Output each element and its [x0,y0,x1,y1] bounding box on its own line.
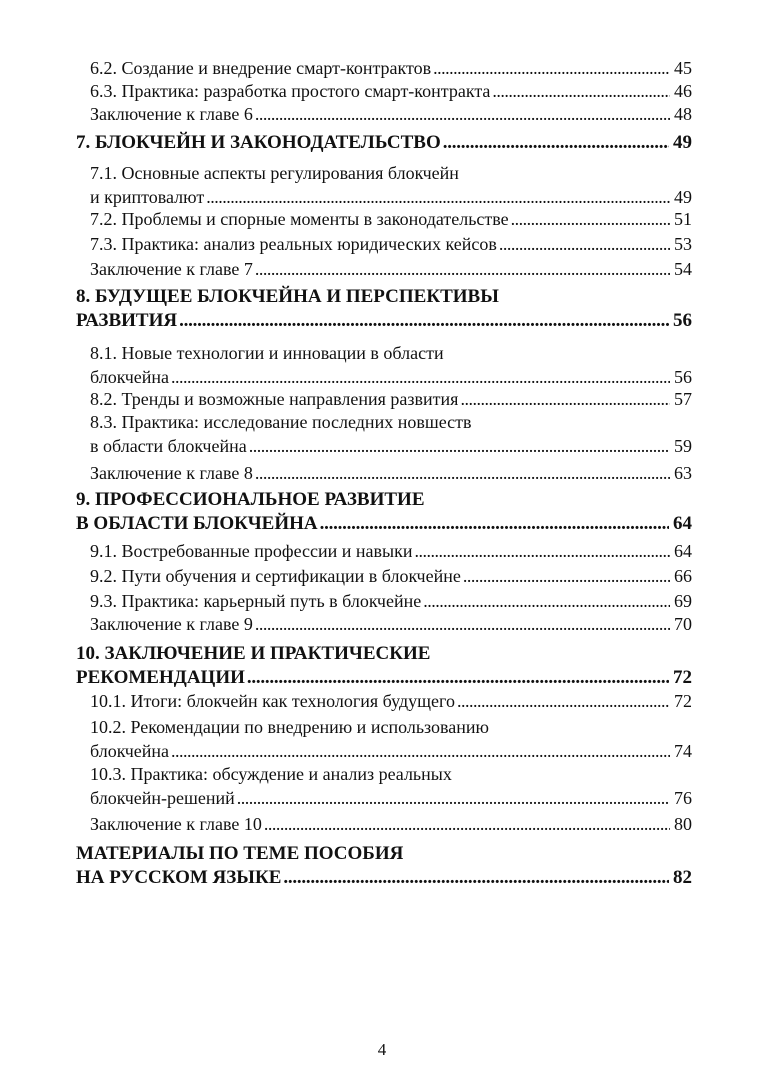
toc-entry-title: блокчейн-решений [90,788,235,808]
toc-entry-line [90,56,692,80]
toc-page-number: 45 [674,58,692,78]
dot-leader [245,666,669,690]
toc-entry-title: 7.3. Практика: анализ реальных юридических кейсов [90,234,497,254]
toc-page-number: 80 [674,814,692,834]
dot-leader [455,689,670,713]
toc-page-number: 59 [674,436,692,456]
toc-page-number: 82 [673,867,692,888]
toc-entry-line [90,812,692,836]
dot-leader [253,257,670,281]
dot-leader [262,812,670,836]
toc-entry-title-line: 8. БУДУЩЕЕ БЛОКЧЕЙНА И ПЕРСПЕКТИВЫ [76,286,499,307]
toc-entry [90,79,692,103]
toc-entry-title-line: 10.2. Рекомендации по внедрению и использованию [90,717,489,737]
toc-entry-title-line: 9. ПРОФЕССИОНАЛЬНОЕ РАЗВИТИЕ [76,489,425,510]
dot-leader [318,512,669,536]
toc-entry-title: РЕКОМЕНДАЦИИ [76,667,245,688]
toc-entry [90,410,692,458]
toc-entry-title: блокчейна [90,741,170,761]
dot-leader [235,786,670,810]
toc-entry-line [90,786,692,810]
toc-entry-line [90,365,692,389]
toc-entry [90,589,692,613]
dot-leader [458,387,670,411]
toc-entry [90,689,692,713]
toc-entry-title: 9.3. Практика: карьерный путь в блокчейне [90,591,422,611]
toc-entry-line [76,512,692,536]
toc-page-number: 69 [674,591,692,611]
toc-entry-title: 9.1. Востребованные профессии и навыки [90,541,413,561]
dot-leader [169,739,670,763]
toc-page-number: 54 [674,259,692,279]
toc-entry-title: Заключение к главе 10 [90,814,262,834]
toc-entry-line [90,185,692,209]
toc-entry-line [76,666,692,690]
toc-page-number: 56 [674,367,692,387]
toc-entry [90,56,692,80]
toc-entry-line [90,387,692,411]
toc-page-number: 51 [674,209,692,229]
toc-entry [90,539,692,563]
toc-entry [90,207,692,231]
toc-entry-line [90,79,692,103]
toc-entry-line [90,461,692,485]
page-number: 4 [377,1040,387,1059]
toc-entry-title-line: 10.3. Практика: обсуждение и анализ реальных [90,764,452,784]
toc-entry-title-line: 10. ЗАКЛЮЧЕНИЕ И ПРАКТИЧЕСКИЕ [76,643,431,664]
toc-entry [90,341,692,389]
dot-leader [247,434,670,458]
toc-entry-title: Заключение к главе 8 [90,463,253,483]
toc-entry-title: 6.2. Создание и внедрение смарт-контрактов [90,58,432,78]
toc-entry [90,232,692,256]
toc-entry-title: Заключение к главе 7 [90,259,253,279]
dot-leader [497,232,670,256]
dot-leader [253,461,670,485]
toc-entry-title: 7.2. Проблемы и спорные моменты в законодательстве [90,209,509,229]
dot-leader [421,589,670,613]
toc-entry-line [90,689,692,713]
toc-page-number: 72 [674,691,692,711]
toc-entry-title: блокчейна [90,367,170,387]
toc-entry-line [76,309,692,333]
toc-entry [76,488,692,536]
toc-page-number: 76 [674,788,692,808]
toc-entry-title: РАЗВИТИЯ [76,310,178,331]
toc-entry [90,762,692,810]
dot-leader [441,131,669,155]
toc-entry [90,812,692,836]
dot-leader [431,56,670,80]
toc-entry-line [90,434,692,458]
toc-entry-title: 8.2. Тренды и возможные направления развития [90,389,459,409]
dot-leader [509,207,670,231]
toc-entry-title-line: 8.1. Новые технологии и инновации в области [90,343,444,363]
toc-page-number: 63 [674,463,692,483]
dot-leader [461,564,670,588]
toc-entry [90,102,692,126]
toc-entry [76,285,692,333]
toc-entry-title: 7. БЛОКЧЕЙН И ЗАКОНОДАТЕЛЬСТВО [76,132,441,153]
dot-leader [412,539,670,563]
dot-leader [281,866,669,890]
toc-entry [90,161,692,209]
toc-entry-line [76,131,692,155]
toc-entry-title: в области блокчейна [90,436,247,456]
toc-page-number: 74 [674,741,692,761]
toc-entry-title: Заключение к главе 9 [90,614,253,634]
toc-entry [90,612,692,636]
dot-leader [253,102,670,126]
toc-page-number: 53 [674,234,692,254]
toc-entry-title: 6.3. Практика: разработка простого смарт-контракта [90,81,491,101]
toc-entry-title: 9.2. Пути обучения и сертификации в блокчейне [90,566,461,586]
toc-page-number: 66 [674,566,692,586]
toc-page-number: 49 [674,187,692,207]
toc-entry-line [90,612,692,636]
toc-entry-line [90,589,692,613]
toc-entry [90,564,692,588]
toc-entry [90,715,692,763]
toc-page-number: 70 [674,614,692,634]
dot-leader [204,185,670,209]
toc-entry-title-line: МАТЕРИАЛЫ ПО ТЕМЕ ПОСОБИЯ [76,843,404,864]
toc-page-number: 57 [674,389,692,409]
toc-entry-line [90,207,692,231]
toc-page-number: 72 [673,667,692,688]
dot-leader [169,365,670,389]
toc-entry [90,461,692,485]
toc-entry-line [90,257,692,281]
toc-entry-title-line: 7.1. Основные аспекты регулирования блокчейн [90,163,459,183]
toc-entry [76,131,692,155]
toc-entry-line [90,539,692,563]
dot-leader [490,79,670,103]
toc-page-number: 48 [674,104,692,124]
toc-entry [76,842,692,890]
toc-entry-line [90,564,692,588]
toc-entry-line [90,102,692,126]
toc-page-number: 64 [674,541,692,561]
toc-entry-line [90,739,692,763]
toc-entry-title-line: 8.3. Практика: исследование последних новшеств [90,412,472,432]
toc-page-number: 46 [674,81,692,101]
toc-entry-line [76,866,692,890]
toc-page-number: 49 [673,132,692,153]
dot-leader [177,309,669,333]
toc-entry-title: Заключение к главе 6 [90,104,253,124]
toc-entry [90,257,692,281]
toc-entry-title: и криптовалют [90,187,205,207]
toc-page-number: 56 [673,310,692,331]
toc-entry-title: 10.1. Итоги: блокчейн как технология будущего [90,691,455,711]
toc-entry [76,642,692,690]
toc-page-number: 64 [673,513,692,534]
toc-entry [90,387,692,411]
toc-entry-title: В ОБЛАСТИ БЛОКЧЕЙНА [76,513,318,534]
toc-entry-title: НА РУССКОМ ЯЗЫКЕ [76,867,282,888]
dot-leader [253,612,670,636]
toc-entry-line [90,232,692,256]
